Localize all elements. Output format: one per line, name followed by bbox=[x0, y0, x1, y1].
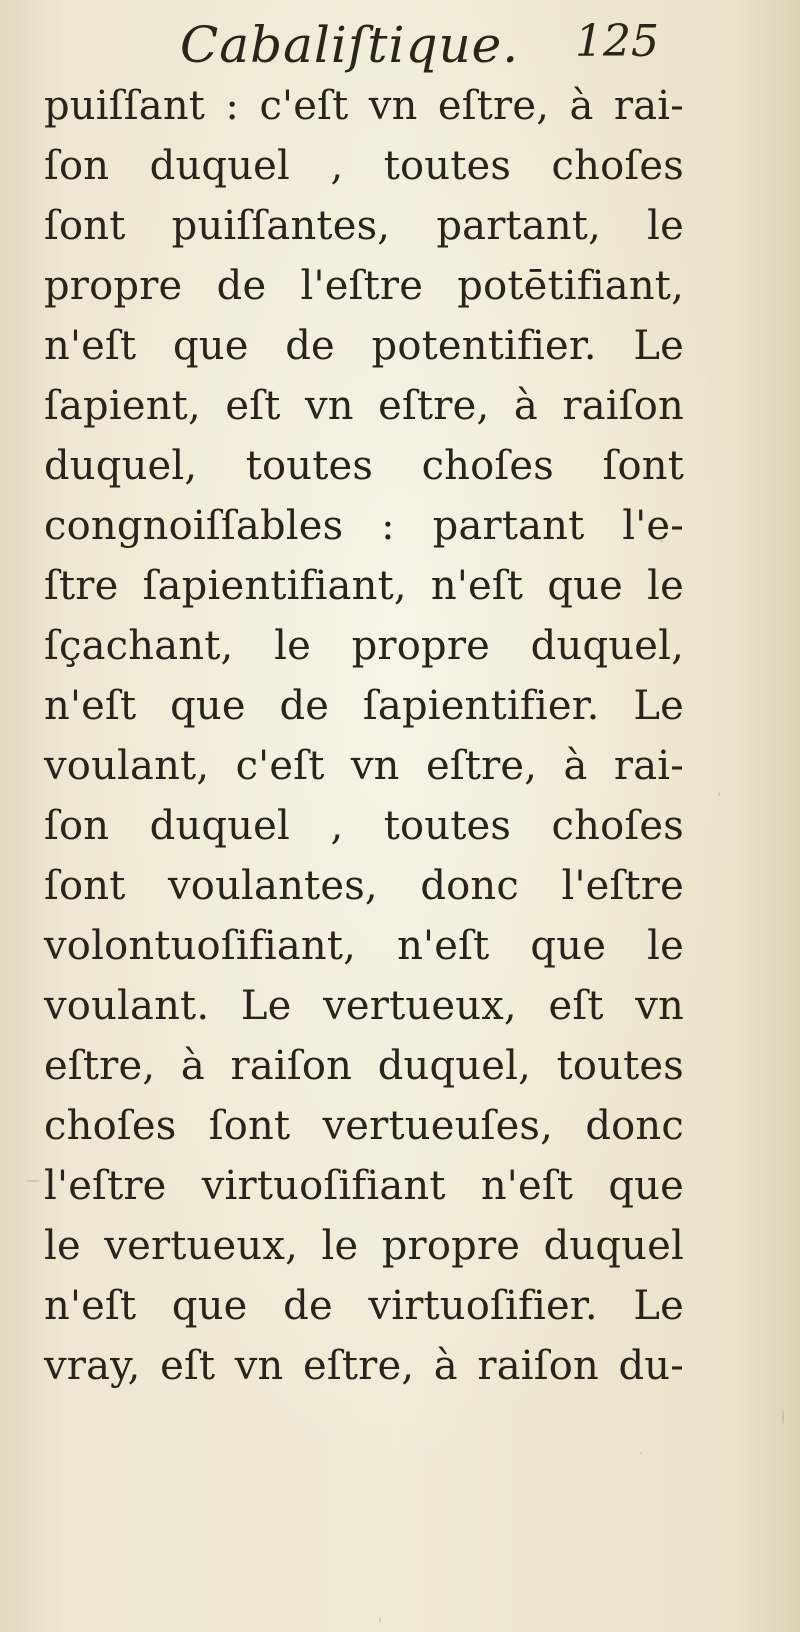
text-line: vray, eſt vn eſtre, à raiſon du- bbox=[44, 1343, 684, 1389]
page-number: 125 bbox=[575, 16, 659, 67]
body-text bbox=[44, 76, 684, 1396]
running-head: Cabaliſtique. bbox=[180, 16, 520, 74]
text-line: le vertueux, le propre duquel bbox=[44, 1223, 684, 1269]
text-line: propre de l'eſtre potētifiant, bbox=[44, 263, 684, 309]
text-line: ſont voulantes, donc l'eſtre bbox=[44, 863, 684, 909]
text-line: choſes ſont vertueuſes, donc bbox=[44, 1103, 684, 1149]
paper-speck bbox=[379, 1617, 381, 1623]
page-header bbox=[0, 10, 800, 80]
text-line: duquel, toutes choſes ſont bbox=[44, 443, 684, 489]
text-line: ſont puiſſantes, partant, le bbox=[44, 203, 684, 249]
text-line: congnoiſſables : partant l'e- bbox=[44, 503, 684, 549]
paper-speck bbox=[782, 1410, 784, 1424]
text-line: ſon duquel , toutes choſes bbox=[44, 803, 684, 849]
text-line: n'eſt que de potentifier. Le bbox=[44, 323, 684, 369]
text-line: puiſſant : c'eſt vn eſtre, à rai- bbox=[44, 83, 684, 129]
text-line: ſtre ſapientifiant, n'eſt que le bbox=[44, 563, 684, 609]
text-line: l'eſtre virtuoſifiant n'eſt que bbox=[44, 1163, 684, 1209]
text-line: volontuoſifiant, n'eſt que le bbox=[44, 923, 684, 969]
paper-speck bbox=[26, 1180, 40, 1182]
text-line: ſçachant, le propre duquel, bbox=[44, 623, 684, 669]
text-line: voulant, c'eſt vn eſtre, à rai- bbox=[44, 743, 684, 789]
text-line: eſtre, à raiſon duquel, toutes bbox=[44, 1043, 684, 1089]
paper-speck bbox=[640, 1452, 642, 1454]
text-line: voulant. Le vertueux, eſt vn bbox=[44, 983, 684, 1029]
text-line: n'eſt que de ſapientifier. Le bbox=[44, 683, 684, 729]
text-line: ſapient, eſt vn eſtre, à raiſon bbox=[44, 383, 684, 429]
text-line: n'eſt que de virtuoſifier. Le bbox=[44, 1283, 684, 1329]
text-line: ſon duquel , toutes choſes bbox=[44, 143, 684, 189]
paper-speck bbox=[718, 792, 720, 796]
